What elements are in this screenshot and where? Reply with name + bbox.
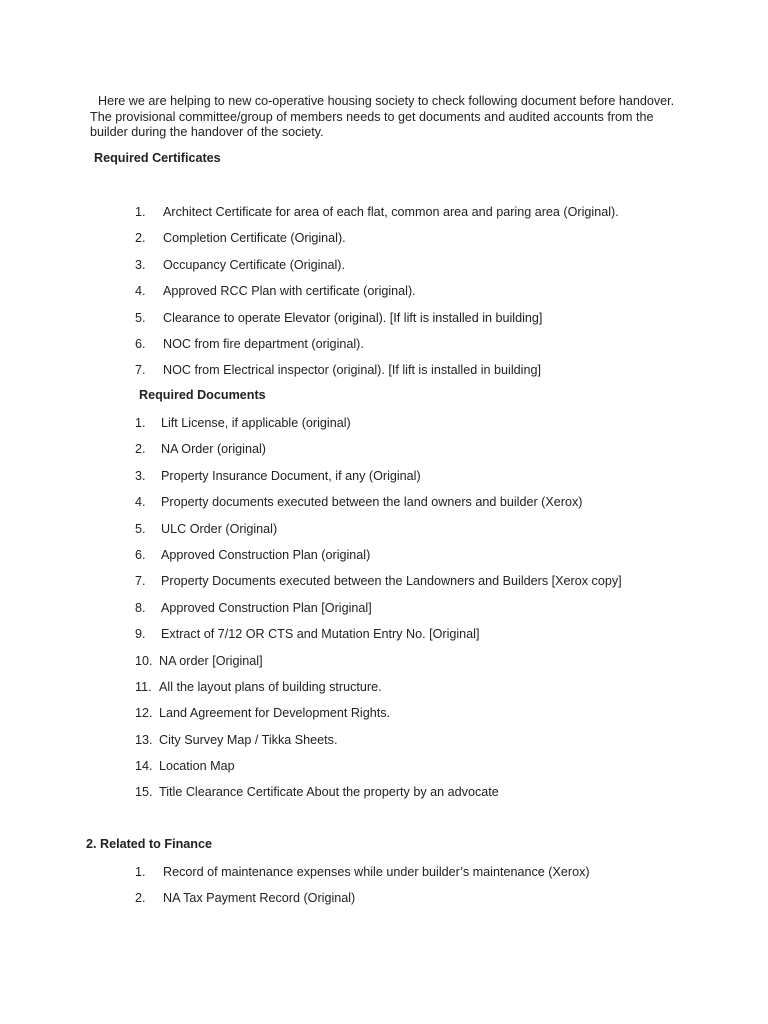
item-text: Property Documents executed between the Landowners and Builders [Xerox copy] [161, 574, 622, 589]
list-item [135, 468, 695, 494]
item-number: 5. [135, 521, 146, 536]
item-text: Completion Certificate (Original). [163, 231, 346, 246]
item-number: 2. [135, 891, 146, 906]
related-to-finance-heading: 2. Related to Finance [86, 837, 212, 851]
list-item [135, 257, 695, 283]
list-item [135, 336, 695, 362]
item-text: Approved RCC Plan with certificate (original). [163, 284, 416, 299]
item-number: 7. [135, 363, 146, 378]
list-item [135, 890, 695, 916]
item-number: 6. [135, 547, 146, 562]
item-number: 9. [135, 627, 146, 642]
list-item [135, 732, 695, 758]
item-number: 2. [135, 442, 146, 457]
item-text: NA Tax Payment Record (Original) [163, 891, 356, 906]
documents-list [135, 415, 695, 811]
item-text: NOC from fire department (original). [163, 336, 364, 351]
item-text: Land Agreement for Development Rights. [159, 706, 391, 721]
item-number: 13. [135, 732, 153, 747]
item-text: Approved Construction Plan [Original] [161, 600, 372, 615]
list-item [135, 864, 695, 890]
item-text: Property documents executed between the land owners and builder (Xerox) [161, 495, 583, 510]
list-item [135, 310, 695, 336]
item-number: 14. [135, 759, 153, 774]
item-text: Approved Construction Plan (original) [161, 547, 371, 562]
list-item [135, 230, 695, 256]
intro-paragraph [90, 94, 690, 141]
item-number: 8. [135, 600, 146, 615]
required-documents-heading: Required Documents [139, 388, 266, 402]
item-text: NA Order (original) [161, 442, 266, 457]
item-number: 3. [135, 468, 146, 483]
list-item [135, 547, 695, 573]
item-number: 12. [135, 706, 153, 721]
item-number: 5. [135, 310, 146, 325]
item-number: 4. [135, 495, 146, 510]
list-item [135, 521, 695, 547]
item-text: City Survey Map / Tikka Sheets. [159, 732, 338, 747]
list-item [135, 415, 695, 441]
intro-line: builder during the handover of the society. [90, 125, 324, 139]
list-item [135, 600, 695, 626]
item-number: 3. [135, 257, 146, 272]
required-certificates-heading: Required Certificates [94, 151, 221, 165]
list-item [135, 362, 695, 388]
list-item [135, 653, 695, 679]
item-text: Occupancy Certificate (Original). [163, 257, 345, 272]
item-text: Clearance to operate Elevator (original). [If lift is installed in building] [163, 310, 543, 325]
item-text: NOC from Electrical inspector (original). [If lift is installed in building] [163, 363, 541, 378]
item-text: Lift License, if applicable (original) [161, 416, 351, 430]
certificates-list [135, 204, 695, 389]
list-item [135, 441, 695, 467]
item-number: 1. [135, 865, 146, 879]
list-item [135, 626, 695, 652]
item-text: Architect Certificate for area of each flat, common area and paring area (Original). [163, 205, 619, 219]
item-text: All the layout plans of building structure. [159, 679, 382, 694]
list-item [135, 705, 695, 731]
intro-line: The provisional committee/group of members needs to get documents and audited accounts from the [90, 109, 654, 124]
item-text: NA order [Original] [159, 653, 263, 668]
list-item [135, 283, 695, 309]
list-item [135, 573, 695, 599]
item-number: 6. [135, 336, 146, 351]
item-number: 7. [135, 574, 146, 589]
item-text: Location Map [159, 759, 235, 774]
item-number: 11. [135, 679, 152, 694]
list-item [135, 679, 695, 705]
intro-line: Here we are helping to new co-operative housing society to check following document before handover. [98, 94, 675, 108]
list-item [135, 204, 695, 230]
item-text: ULC Order (Original) [161, 521, 278, 536]
item-number: 1. [135, 205, 146, 219]
item-number: 10. [135, 653, 153, 668]
item-text: Extract of 7/12 OR CTS and Mutation Entry No. [Original] [161, 627, 480, 642]
list-item [135, 758, 695, 784]
item-number: 4. [135, 284, 146, 299]
list-item [135, 784, 695, 810]
item-number: 1. [135, 416, 146, 430]
item-number: 2. [135, 231, 146, 246]
item-text: Property Insurance Document, if any (Original) [161, 468, 421, 483]
item-number: 15. [135, 785, 153, 800]
item-text: Record of maintenance expenses while under builder’s maintenance (Xerox) [163, 865, 590, 879]
list-item [135, 494, 695, 520]
item-text: Title Clearance Certificate About the property by an advocate [159, 785, 499, 800]
finance-list [135, 864, 695, 917]
